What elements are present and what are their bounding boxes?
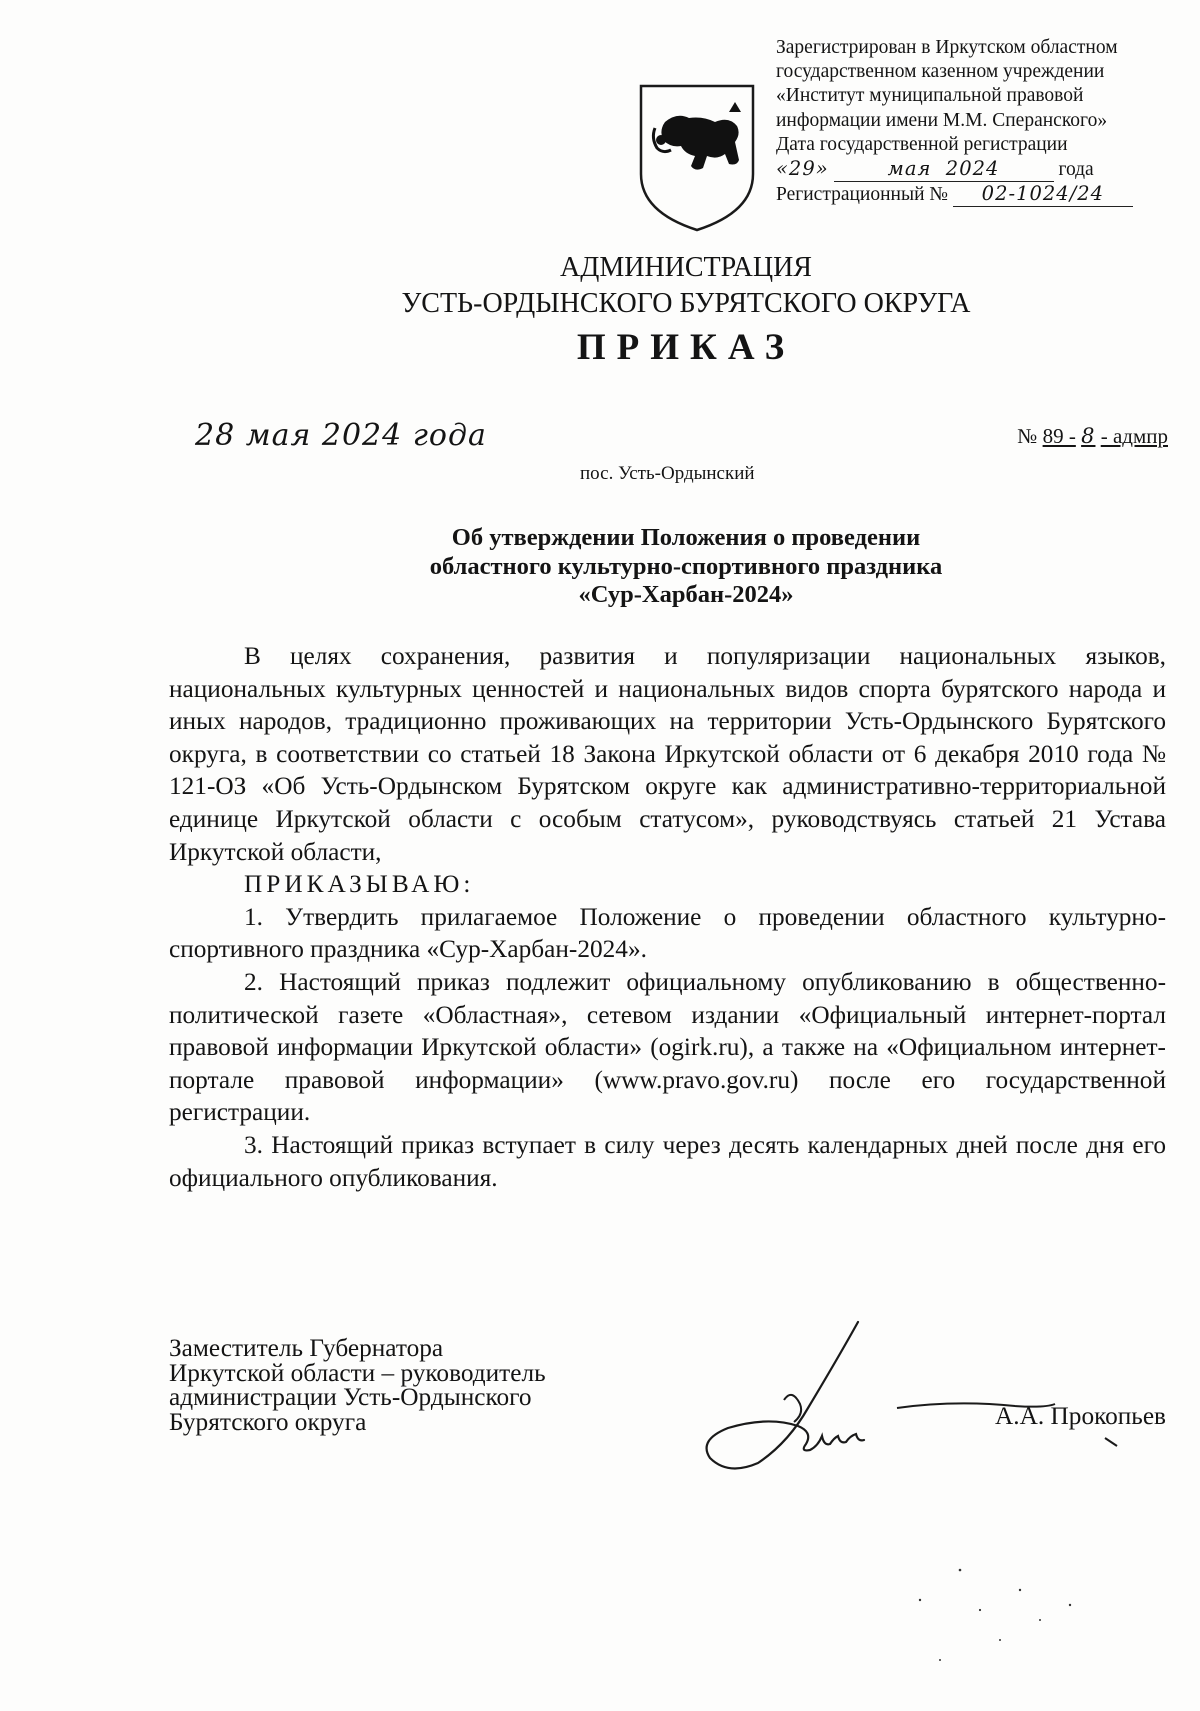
order-number-prefix: № [1017, 424, 1038, 448]
preamble-paragraph: В целях сохранения, развития и популяризации национальных языков, национальных культурных ценностей и национальных видов спорта бурятского народа и иных народов, традиционно проживающих на территории Усть-Ордынского Бурятского округа, в соответствии со статьей 18 Закона Иркутской области от 6 декабря 2010 года № 121-ОЗ «Об Усть-Ордынском Бурятском округе как административно-территориальной единице Иркутской области с особым статусом», руководствуясь статьей 21 Устава Иркутской области, [169, 642, 1166, 866]
registration-day: «29» [776, 157, 829, 181]
order-place: пос. Усть-Ордынский [580, 463, 755, 484]
document-type-title: ПРИКАЗ [576, 327, 796, 368]
command-word: ПРИКАЗЫВАЮ: [244, 870, 475, 899]
registration-date-label: Дата государственной регистрации [776, 133, 1068, 155]
registration-month-year [834, 157, 1054, 182]
order-number-hand: 8 [1081, 424, 1096, 448]
subject-line: «Сур-Харбан-2024» [578, 581, 794, 608]
registration-number-label: Регистрационный № [776, 184, 949, 206]
signature-stroke [895, 1400, 1155, 1460]
order-date: 28 мая 2024 года [195, 418, 487, 453]
position-line: Бурятского округа [169, 1407, 367, 1436]
registration-line: Зарегистрирован в Иркутском областном [776, 37, 1118, 58]
handwritten-signature [688, 1318, 888, 1478]
subject-line: областного культурно-спортивного праздника [429, 552, 943, 580]
registration-line: информации имени М.М. Сперанского» [776, 109, 1108, 131]
organization-line: АДМИНИСТРАЦИЯ [560, 252, 812, 283]
organization-line: УСТЬ-ОРДЫНСКОГО БУРЯТСКОГО ОКРУГА [401, 288, 971, 319]
order-item-2: 2. Настоящий приказ подлежит официальному опубликованию в общественно-политической газете «Областная», сетевом издании «Официальный интернет-портал правовой информации Иркутской области» (ogirk.ru), а также на «Официальном интернет-портале правовой информации» (www.pravo.gov.ru) после его государственной регистрации. [169, 967, 1166, 1127]
registration-line: государственном казенном учреждении [776, 61, 1105, 83]
order-subject [300, 524, 1072, 610]
registration-month: мая [887, 157, 932, 181]
subject-line: Об утверждении Положения о проведении [451, 524, 921, 551]
position-line: Заместитель Губернатора [169, 1334, 444, 1362]
registration-stamp [776, 36, 1176, 207]
signatory-position [169, 1336, 546, 1434]
order-number-main: 89 - [1042, 424, 1076, 448]
order-item-1: 1. Утвердить прилагаемое Положение о проведении областного культурно-спортивного праздника «Сур-Харбан-2024». [169, 902, 1166, 964]
order-item-3: 3. Настоящий приказ вступает в силу через десять календарных дней после дня его официального опубликования. [169, 1130, 1166, 1192]
organization-title [0, 250, 1200, 322]
order-number [1017, 424, 1168, 449]
order-number-suffix: - адмпр [1100, 424, 1168, 448]
order-body [169, 640, 1166, 1194]
position-line: администрации Усть-Ордынского [169, 1383, 532, 1411]
position-line: Иркутской области – руководитель [169, 1358, 546, 1387]
registration-year-suffix: года [1058, 159, 1094, 181]
scan-specks [900, 1560, 1100, 1690]
registration-line: «Институт муниципальной правовой [776, 85, 1084, 107]
signatory-name: А.А. Прокопьев [995, 1402, 1166, 1430]
registration-year: 2024 [945, 157, 1000, 181]
registration-number-row [776, 182, 1176, 207]
registration-number-value: 02-1024/24 [953, 182, 1133, 207]
coat-of-arms-emblem [637, 82, 757, 234]
registration-date-row [776, 157, 1176, 182]
